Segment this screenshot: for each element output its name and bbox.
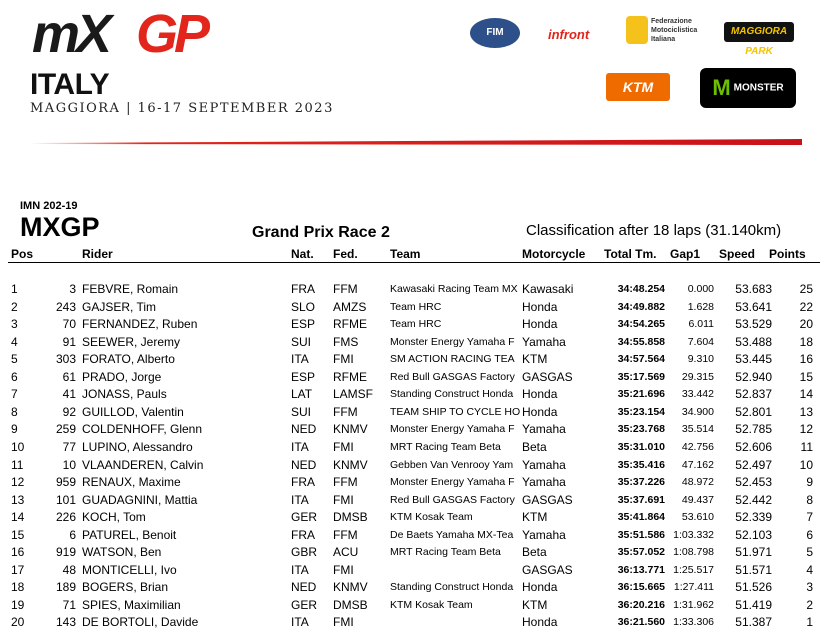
- row-rider: VLAANDEREN, Calvin: [82, 457, 204, 472]
- row-gap: 1:31.962: [673, 598, 714, 611]
- row-motorcycle: Yamaha: [522, 422, 566, 437]
- row-number: 6: [69, 527, 76, 542]
- row-team: Team HRC: [390, 300, 442, 313]
- event-name: ITALY: [30, 68, 110, 101]
- table-row: [0, 370, 828, 387]
- row-nationality: NED: [291, 422, 317, 437]
- row-number: 243: [55, 299, 76, 314]
- row-points: 7: [806, 510, 813, 525]
- row-federation: ACU: [333, 545, 359, 560]
- row-pos: 10: [11, 439, 25, 454]
- row-number: 143: [55, 615, 76, 630]
- row-federation: AMZS: [333, 299, 367, 314]
- row-speed: 52.497: [735, 457, 772, 472]
- row-speed: 52.801: [735, 404, 772, 419]
- col-header-speed: Speed: [719, 247, 756, 261]
- row-rider: LUPINO, Alessandro: [82, 439, 193, 454]
- header-divider-graphic: [30, 139, 802, 145]
- row-total-time: 34:49.882: [617, 300, 665, 313]
- row-number: 92: [62, 404, 76, 419]
- row-nationality: NED: [291, 580, 317, 595]
- col-header-rider: Rider: [82, 247, 113, 261]
- row-total-time: 36:20.216: [617, 598, 665, 611]
- col-header-team: Team: [390, 247, 421, 261]
- row-speed: 51.419: [735, 597, 772, 612]
- col-header-total-time: Total Tm.: [604, 247, 657, 261]
- row-points: 9: [806, 475, 813, 490]
- row-points: 6: [806, 527, 813, 542]
- table-row: [0, 615, 828, 632]
- row-points: 18: [799, 334, 813, 349]
- row-motorcycle: Yamaha: [522, 457, 566, 472]
- row-nationality: SUI: [291, 404, 312, 419]
- row-pos: 1: [11, 282, 18, 296]
- row-total-time: 35:31.010: [617, 440, 665, 453]
- row-rider: DE BORTOLI, Davide: [82, 615, 199, 630]
- row-total-time: 35:17.569: [617, 370, 665, 383]
- row-pos: 3: [11, 317, 18, 332]
- row-rider: SEEWER, Jeremy: [82, 334, 181, 349]
- row-federation: FMI: [333, 492, 354, 507]
- row-points: 25: [799, 282, 813, 296]
- row-federation: RFME: [333, 369, 367, 384]
- row-nationality: LAT: [291, 387, 313, 402]
- row-speed: 53.683: [735, 282, 772, 296]
- col-header-points: Points: [769, 247, 806, 261]
- row-rider: FORATO, Alberto: [82, 352, 175, 367]
- row-number: 91: [62, 334, 76, 349]
- row-federation: LAMSF: [333, 387, 374, 402]
- row-team: Monster Energy Yamaha F: [390, 335, 515, 348]
- row-total-time: 35:37.226: [617, 476, 665, 489]
- row-gap: 47.162: [681, 458, 714, 471]
- row-number: 189: [55, 580, 76, 595]
- maggiora-park-logo: MAGGIORA PARK: [724, 22, 794, 42]
- row-speed: 53.445: [735, 352, 772, 367]
- row-points: 14: [799, 387, 813, 402]
- row-gap: 0.000: [687, 283, 714, 295]
- table-row: [0, 528, 828, 545]
- row-nationality: NED: [291, 457, 317, 472]
- row-motorcycle: KTM: [522, 597, 548, 612]
- row-number: 919: [55, 545, 76, 560]
- row-federation: FFM: [333, 404, 358, 419]
- row-gap: 33.442: [681, 388, 714, 401]
- logo-text-mx: mX: [32, 8, 109, 60]
- row-team: MRT Racing Team Beta: [390, 440, 501, 453]
- row-federation: KNMV: [333, 457, 368, 472]
- row-number: 41: [62, 387, 76, 402]
- row-team: Kawasaki Racing Team MX: [390, 283, 518, 295]
- row-motorcycle: Beta: [522, 439, 547, 454]
- row-speed: 52.837: [735, 387, 772, 402]
- row-speed: 52.785: [735, 422, 772, 437]
- row-total-time: 35:23.768: [617, 423, 665, 436]
- row-points: 15: [799, 369, 813, 384]
- row-federation: RFME: [333, 317, 367, 332]
- row-gap: 1:27.411: [673, 581, 714, 594]
- table-row: [0, 387, 828, 404]
- fmi-mark-icon: [626, 16, 648, 44]
- row-points: 5: [806, 545, 813, 560]
- row-motorcycle: Beta: [522, 545, 547, 560]
- row-nationality: GBR: [291, 545, 318, 560]
- row-motorcycle: Honda: [522, 580, 558, 595]
- row-points: 8: [806, 492, 813, 507]
- row-nationality: SLO: [291, 299, 316, 314]
- row-federation: FFM: [333, 475, 358, 490]
- row-number: 226: [55, 510, 76, 525]
- row-total-time: 36:21.560: [617, 616, 665, 629]
- row-rider: COLDENHOFF, Glenn: [82, 422, 203, 437]
- infront-logo: infront: [548, 27, 590, 42]
- monster-claw-icon: M: [712, 75, 731, 100]
- row-points: 12: [799, 422, 813, 437]
- row-motorcycle: Honda: [522, 404, 558, 419]
- row-gap: 7.604: [687, 335, 714, 348]
- row-speed: 52.442: [735, 492, 772, 507]
- row-motorcycle: Kawasaki: [522, 282, 574, 296]
- row-points: 16: [799, 352, 813, 367]
- row-team: KTM Kosak Team: [390, 511, 473, 524]
- row-gap: 1:25.517: [673, 563, 714, 576]
- table-row: [0, 405, 828, 422]
- row-motorcycle: Honda: [522, 387, 558, 402]
- row-gap: 6.011: [688, 318, 714, 331]
- row-speed: 52.339: [735, 510, 772, 525]
- row-rider: FERNANDEZ, Ruben: [82, 317, 198, 332]
- row-pos: 8: [11, 404, 18, 419]
- row-rider: KOCH, Tom: [82, 510, 146, 525]
- row-points: 2: [806, 597, 813, 612]
- row-team: Red Bull GASGAS Factory: [390, 370, 515, 383]
- row-rider: JONASS, Pauls: [82, 387, 167, 402]
- row-motorcycle: Yamaha: [522, 334, 566, 349]
- row-team: KTM Kosak Team: [390, 598, 473, 611]
- row-pos: 9: [11, 422, 18, 437]
- row-total-time: 36:15.665: [617, 581, 665, 594]
- event-subtitle: MAGGIORA | 16-17 SEPTEMBER 2023: [30, 101, 334, 116]
- row-points: 11: [800, 439, 813, 454]
- row-federation: FMI: [333, 562, 354, 577]
- row-gap: 49.437: [681, 493, 714, 506]
- row-number: 959: [55, 475, 76, 490]
- row-team: Standing Construct Honda: [390, 581, 514, 594]
- row-points: 1: [806, 615, 813, 630]
- row-nationality: GER: [291, 510, 318, 525]
- row-total-time: 35:51.586: [617, 528, 665, 541]
- row-rider: PRADO, Jorge: [82, 369, 162, 384]
- row-speed: 51.971: [735, 545, 772, 560]
- header-rule: [8, 262, 820, 263]
- row-gap: 53.610: [681, 511, 714, 524]
- table-row: [0, 510, 828, 527]
- row-team: Standing Construct Honda: [390, 388, 514, 401]
- row-pos: 12: [11, 475, 25, 490]
- row-speed: 52.940: [735, 369, 772, 384]
- row-total-time: 34:57.564: [617, 353, 665, 366]
- row-federation: FFM: [333, 282, 358, 296]
- race-title: Grand Prix Race 2: [252, 224, 390, 241]
- row-speed: 53.488: [735, 334, 772, 349]
- mxgp-logo-graphic: [30, 8, 260, 60]
- row-nationality: ITA: [291, 615, 309, 630]
- classification-info: Classification after 18 laps (31.140km): [526, 222, 782, 239]
- logo-text-gp: GP: [136, 8, 207, 60]
- row-pos: 5: [11, 352, 18, 367]
- table-row: [0, 440, 828, 457]
- row-pos: 20: [11, 615, 25, 630]
- row-nationality: FRA: [291, 475, 315, 490]
- row-rider: FEBVRE, Romain: [82, 282, 179, 296]
- row-total-time: 35:41.864: [617, 511, 665, 524]
- row-points: 22: [799, 299, 813, 314]
- row-motorcycle: Yamaha: [522, 475, 566, 490]
- row-speed: 52.103: [735, 527, 772, 542]
- row-motorcycle: Yamaha: [522, 527, 566, 542]
- row-pos: 18: [11, 580, 25, 595]
- row-gap: 29.315: [681, 370, 714, 383]
- row-nationality: ITA: [291, 562, 309, 577]
- row-nationality: FRA: [291, 527, 315, 542]
- monster-energy-logo: [700, 68, 796, 108]
- ktm-logo: KTM: [606, 73, 670, 101]
- row-speed: 51.571: [735, 562, 772, 577]
- col-header-nat: Nat.: [291, 247, 314, 261]
- row-team: Red Bull GASGAS Factory: [390, 493, 515, 506]
- row-team: SM ACTION RACING TEA: [390, 353, 515, 366]
- row-speed: 52.453: [735, 475, 772, 490]
- row-nationality: SUI: [291, 334, 312, 349]
- row-motorcycle: GASGAS: [522, 369, 573, 384]
- table-row: [0, 422, 828, 439]
- row-nationality: ESP: [291, 369, 316, 384]
- row-pos: 15: [11, 527, 25, 542]
- fmi-logo-text: Federazione Motociclistica Italiana: [651, 17, 698, 43]
- table-row: [0, 458, 828, 475]
- row-pos: 16: [11, 545, 25, 560]
- row-gap: 48.972: [681, 476, 714, 489]
- monster-logo-text: MONSTER: [733, 82, 784, 94]
- row-number: 101: [55, 492, 76, 507]
- row-number: 70: [62, 317, 76, 332]
- table-row: [0, 300, 828, 317]
- row-gap: 1:03.332: [673, 528, 714, 541]
- row-pos: 19: [11, 597, 25, 612]
- row-pos: 2: [11, 299, 18, 314]
- row-rider: BOGERS, Brian: [82, 580, 169, 595]
- fmi-logo: [626, 16, 706, 50]
- row-rider: GUILLOD, Valentin: [82, 404, 184, 419]
- col-header-pos: Pos: [11, 247, 34, 261]
- row-points: 13: [799, 404, 813, 419]
- row-points: 10: [799, 457, 813, 472]
- row-nationality: FRA: [291, 282, 315, 296]
- table-row: [0, 545, 828, 562]
- row-pos: 14: [11, 510, 25, 525]
- row-federation: FMI: [333, 352, 354, 367]
- row-pos: 11: [11, 457, 24, 472]
- row-federation: KNMV: [333, 580, 368, 595]
- table-row: [0, 282, 828, 299]
- table-row: [0, 563, 828, 580]
- row-total-time: 34:55.858: [617, 335, 665, 348]
- row-total-time: 35:37.691: [617, 493, 665, 506]
- header-divider: [30, 132, 802, 138]
- col-header-motorcycle: Motorcycle: [522, 247, 586, 261]
- row-team: TEAM SHIP TO CYCLE HO: [390, 405, 520, 418]
- row-gap: 1:33.306: [673, 616, 714, 629]
- row-gap: 1:08.798: [673, 546, 714, 559]
- table-row: [0, 580, 828, 597]
- row-total-time: 34:54.265: [617, 318, 665, 331]
- row-number: 71: [62, 597, 76, 612]
- row-rider: GUADAGNINI, Mattia: [82, 492, 198, 507]
- row-total-time: 35:57.052: [617, 546, 665, 559]
- row-federation: FFM: [333, 527, 358, 542]
- row-team: Monster Energy Yamaha F: [390, 423, 515, 436]
- imn-code: IMN 202-19: [20, 200, 78, 212]
- table-row: [0, 493, 828, 510]
- row-points: 3: [806, 580, 813, 595]
- row-speed: 53.529: [735, 317, 772, 332]
- row-team: MRT Racing Team Beta: [390, 546, 501, 559]
- row-gap: 35.514: [681, 423, 714, 436]
- fim-logo: FIM: [470, 18, 520, 48]
- row-nationality: GER: [291, 597, 318, 612]
- table-row: [0, 335, 828, 352]
- row-federation: FMI: [333, 615, 354, 630]
- row-motorcycle: KTM: [522, 510, 548, 525]
- row-gap: 1.628: [687, 300, 714, 313]
- row-number: 77: [62, 439, 76, 454]
- row-pos: 13: [11, 492, 25, 507]
- row-federation: FMS: [333, 334, 359, 349]
- row-rider: PATUREL, Benoit: [82, 527, 177, 542]
- row-speed: 51.387: [735, 615, 772, 630]
- row-team: Team HRC: [390, 318, 442, 331]
- row-motorcycle: KTM: [522, 352, 548, 367]
- row-motorcycle: GASGAS: [522, 562, 573, 577]
- row-team: De Baets Yamaha MX-Tea: [390, 528, 514, 541]
- row-rider: GAJSER, Tim: [82, 299, 157, 314]
- row-motorcycle: Honda: [522, 615, 558, 630]
- row-pos: 6: [11, 369, 18, 384]
- col-header-fed: Fed.: [333, 247, 358, 261]
- row-speed: 51.526: [735, 580, 772, 595]
- row-gap: 34.900: [681, 405, 714, 418]
- row-federation: KNMV: [333, 422, 368, 437]
- row-number: 10: [62, 457, 76, 472]
- row-total-time: 35:21.696: [617, 388, 665, 401]
- mxgp-logo: [30, 8, 260, 60]
- row-rider: MONTICELLI, Ivo: [82, 562, 177, 577]
- table-row: [0, 475, 828, 492]
- row-number: 259: [55, 422, 76, 437]
- row-nationality: ESP: [291, 317, 316, 332]
- class-title: MXGP: [20, 212, 100, 242]
- row-total-time: 34:48.254: [617, 283, 665, 295]
- row-points: 4: [806, 562, 813, 577]
- row-speed: 52.606: [735, 439, 772, 454]
- row-total-time: 35:35.416: [617, 458, 665, 471]
- row-federation: FMI: [333, 439, 354, 454]
- row-motorcycle: GASGAS: [522, 492, 573, 507]
- col-header-gap: Gap1: [670, 247, 701, 261]
- row-rider: WATSON, Ben: [82, 545, 162, 560]
- table-row: [0, 352, 828, 369]
- row-number: 3: [69, 282, 76, 296]
- row-pos: 17: [11, 562, 25, 577]
- row-rider: RENAUX, Maxime: [82, 475, 181, 490]
- row-rider: SPIES, Maximilian: [82, 597, 181, 612]
- row-federation: DMSB: [333, 510, 368, 525]
- row-nationality: ITA: [291, 352, 309, 367]
- row-points: 20: [799, 317, 813, 332]
- row-total-time: 36:13.771: [617, 563, 665, 576]
- row-gap: 42.756: [681, 440, 714, 453]
- row-number: 48: [62, 562, 76, 577]
- row-motorcycle: Honda: [522, 317, 558, 332]
- row-pos: 7: [11, 387, 18, 402]
- row-federation: DMSB: [333, 597, 368, 612]
- row-motorcycle: Honda: [522, 299, 558, 314]
- row-total-time: 35:23.154: [617, 405, 665, 418]
- row-pos: 4: [11, 334, 18, 349]
- table-row: [0, 598, 828, 615]
- row-speed: 53.641: [735, 299, 772, 314]
- row-team: Gebben Van Venrooy Yam: [390, 458, 514, 471]
- row-team: Monster Energy Yamaha F: [390, 476, 515, 489]
- row-nationality: ITA: [291, 439, 309, 454]
- row-number: 303: [55, 352, 76, 367]
- row-number: 61: [62, 369, 76, 384]
- row-nationality: ITA: [291, 492, 309, 507]
- row-gap: 9.310: [687, 353, 714, 366]
- table-row: [0, 317, 828, 334]
